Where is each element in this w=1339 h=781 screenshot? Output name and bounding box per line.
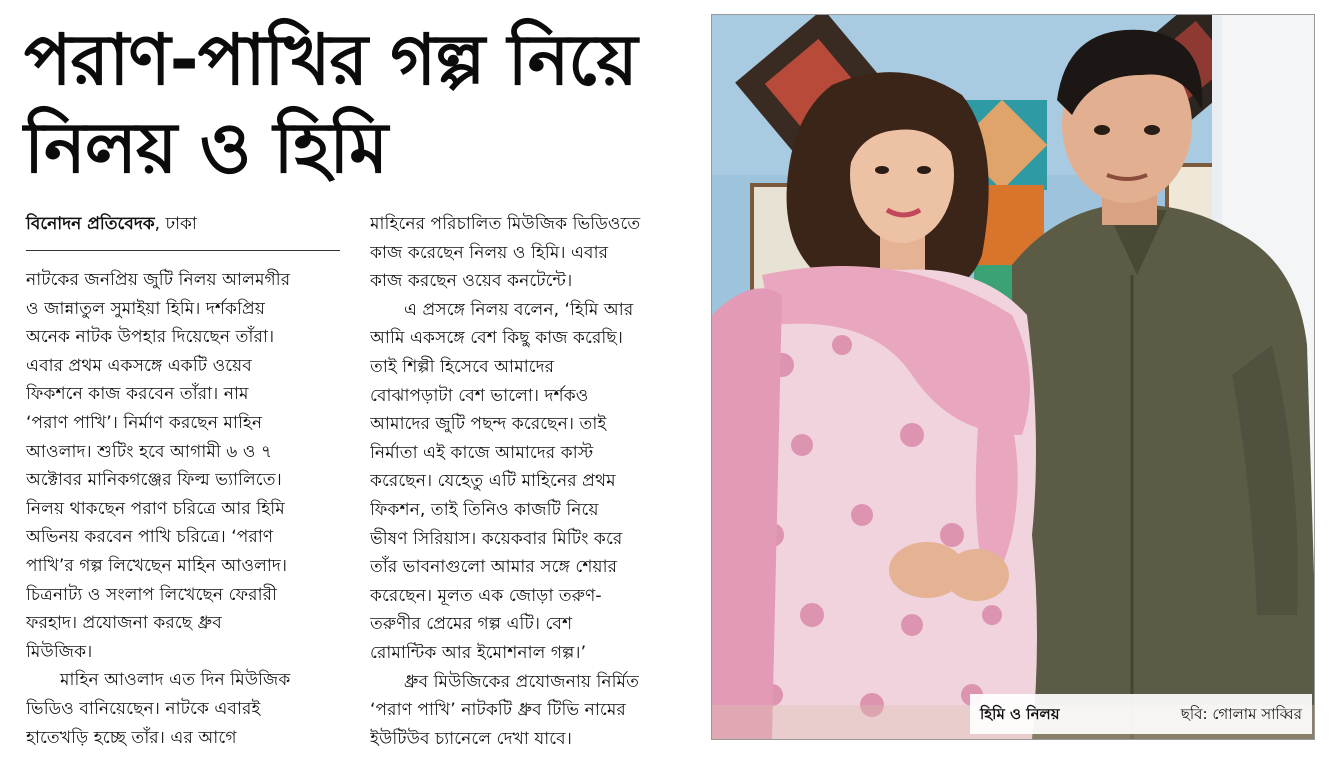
text-line: ও জান্নাতুল সুমাইয়া হিমি। দর্শকপ্রিয় bbox=[26, 298, 265, 319]
caption-names: হিমি ও নিলয় bbox=[980, 705, 1060, 723]
text-line: মিউজিক। bbox=[26, 641, 93, 662]
text-line: করেছেন। মূলত এক জোড়া তরুণ- bbox=[370, 585, 602, 606]
article-column-2 bbox=[370, 210, 700, 753]
text-line: আমি একসঙ্গে বেশ কিছু কাজ করেছি। bbox=[370, 328, 623, 349]
text-line: নিলয় থাকছেন পরাণ চরিত্রে আর হিমি bbox=[26, 498, 285, 519]
text-line: আমাদের জুটি পছন্দ করেছেন। তাই bbox=[370, 414, 607, 435]
text-line: ফিকশন, তাই তিনিও কাজটি নিয়ে bbox=[370, 499, 599, 520]
text-line: চিত্রনাট্য ও সংলাপ লিখেছেন ফেরারী bbox=[26, 584, 277, 605]
byline-divider bbox=[26, 250, 340, 251]
text-line: ইউটিউব চ্যানেলে দেখা যাবে। bbox=[370, 728, 572, 749]
text-line: এ প্রসঙ্গে নিলয় বলেন, ‘হিমি আর bbox=[404, 299, 634, 320]
text-line: ধ্রুব মিউজিকের প্রযোজনায় নির্মিত bbox=[404, 671, 639, 692]
text-line: কাজ করছেন ওয়েব কনটেন্টে। bbox=[370, 271, 573, 292]
text-line: অক্টোবর মানিকগঞ্জের ফিল্ম ভ্যালিতে। bbox=[26, 470, 282, 491]
text-line: মাহিনের পরিচালিত মিউজিক ভিডিওতে bbox=[370, 214, 641, 234]
byline-location: , ঢাকা bbox=[154, 214, 197, 234]
text-line: হাতেখড়ি হচ্ছে তাঁর। এর আগে bbox=[26, 727, 237, 748]
photo-illustration bbox=[712, 15, 1314, 739]
byline bbox=[26, 212, 340, 236]
article-column-1 bbox=[26, 266, 346, 752]
text-line: তাঁর ভাবনাগুলো আমার সঙ্গে শেয়ার bbox=[370, 557, 618, 578]
caption-credit: ছবি: গোলাম সাব্বির bbox=[1180, 705, 1302, 723]
text-line: নির্মাতা এই কাজে আমাদের কাস্ট bbox=[370, 442, 594, 463]
byline-author: বিনোদন প্রতিবেদক bbox=[26, 214, 155, 234]
photo-caption bbox=[970, 694, 1312, 734]
text-line: ফরহাদ। প্রযোজনা করছে ধ্রুব bbox=[26, 613, 222, 634]
text-line: তরুণীর প্রেমের গল্প এটি। বেশ bbox=[370, 614, 573, 635]
headline bbox=[24, 16, 694, 192]
headline-line-2: নিলয় ও হিমি bbox=[24, 107, 388, 189]
text-line: ফিকশনে কাজ করবেন তাঁরা। নাম bbox=[26, 384, 249, 405]
text-line: কাজ করেছেন নিলয় ও হিমি। এবার bbox=[370, 242, 609, 263]
text-line: তাই শিল্পী হিসেবে আমাদের bbox=[370, 356, 555, 377]
text-line: পাখি’র গল্প লিখেছেন মাহিন আওলাদ। bbox=[26, 555, 288, 576]
text-line: অভিনয় করবেন পাখি চরিত্রে। ‘পরাণ bbox=[26, 527, 274, 548]
text-line: করেছেন। যেহেতু এটি মাহিনের প্রথম bbox=[370, 471, 616, 492]
text-line: ‘পরাণ পাখি’। নির্মাণ করছেন মাহিন bbox=[26, 412, 263, 433]
text-line: এবার প্রথম একসঙ্গে একটি ওয়েব bbox=[26, 355, 252, 376]
text-line: ‘পরাণ পাখি’ নাটকটি ধ্রুব টিভি নামের bbox=[370, 700, 626, 721]
text-line: অনেক নাটক উপহার দিয়েছেন তাঁরা। bbox=[26, 327, 275, 348]
headline-line-1: পরাণ-পাখির গল্প নিয়ে bbox=[24, 19, 637, 101]
text-line: আওলাদ। শুটিং হবে আগামী ৬ ও ৭ bbox=[26, 441, 273, 462]
article-photo bbox=[711, 14, 1315, 740]
text-line: ভিডিও বানিয়েছেন। নাটকে এবারই bbox=[26, 698, 261, 719]
text-line: মাহিন আওলাদ এত দিন মিউজিক bbox=[60, 670, 291, 691]
text-line: নাটকের জনপ্রিয় জুটি নিলয় আলমগীর bbox=[26, 270, 291, 290]
text-line: ভীষণ সিরিয়াস। কয়েকবার মিটিং করে bbox=[370, 528, 623, 549]
text-line: রোমান্টিক আর ইমোশনাল গল্প।’ bbox=[370, 642, 587, 663]
text-line: বোঝাপড়াটা বেশ ভালো। দর্শকও bbox=[370, 385, 589, 406]
